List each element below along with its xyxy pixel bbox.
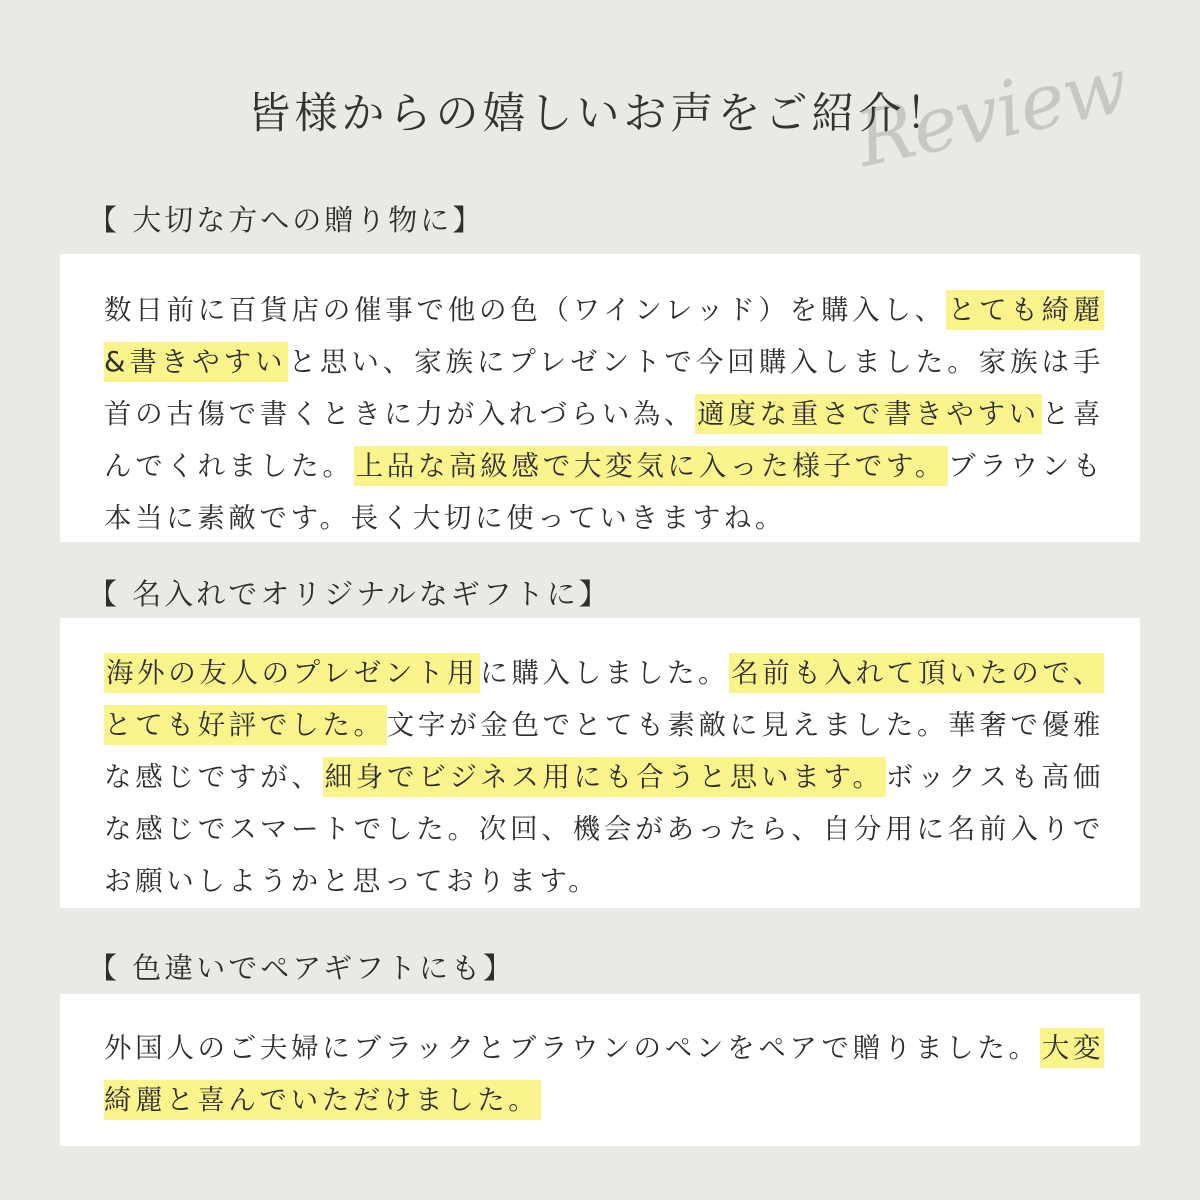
highlighted-text: 上品な高級感で大変気に入った様子です。 (354, 446, 949, 486)
highlighted-text: 名前も入れて頂いたので、とても好評でした。 (104, 653, 1104, 745)
section-heading-engraving: 【 名入れでオリジナルなギフトに】 (88, 577, 611, 611)
review-text-segment: ブラウンも本当に素敵です。長く大切に使っていきますね。 (104, 450, 1104, 534)
review-text-segment: 文字が金色でとても素敵に見えました。華奢で優雅な感じですが、 (104, 709, 1104, 793)
review-text-segment: 外国人のご夫婦にブラックとブラウンのペンをペアで贈りました。 (104, 1032, 1040, 1064)
review-text-gift (104, 284, 1104, 544)
highlighted-text: 大変綺麗と喜んでいただけました。 (104, 1028, 1104, 1120)
review-text-engraving (104, 647, 1104, 907)
page-title: 皆様からの嬉しいお声をご紹介！ (247, 89, 953, 139)
review-text-segment: に購入しました。 (480, 657, 730, 689)
review-text-segment: ボックスも高価な感じでスマートでした。次回、機会があったら、自分用に名前入りでお願いしようかと思っております。 (104, 761, 1104, 897)
review-text-segment: 数日前に百貨店の催事で他の色（ワインレッド）を購入し、 (104, 294, 946, 326)
highlighted-text: 細身でビジネス用にも合うと思います。 (323, 757, 886, 797)
highlighted-text: 海外の友人のプレゼント用 (104, 653, 480, 693)
review-watermark: Review (848, 40, 1135, 185)
review-text-segment: と喜んでくれました。 (104, 398, 1104, 482)
review-text-segment: と思い、家族にプレゼントで今回購入しました。家族は手首の古傷で書くときに力が入れづらい為、 (104, 346, 1105, 430)
section-heading-gift: 【 大切な方への贈り物に】 (88, 203, 485, 237)
highlighted-text: とても綺麗&書きやすい (104, 290, 1104, 382)
review-text-pair (104, 1022, 1104, 1126)
section-heading-pair: 【 色違いでペアギフトにも】 (88, 951, 516, 985)
highlighted-text: 適度な重さで書きやすい (695, 394, 1042, 434)
